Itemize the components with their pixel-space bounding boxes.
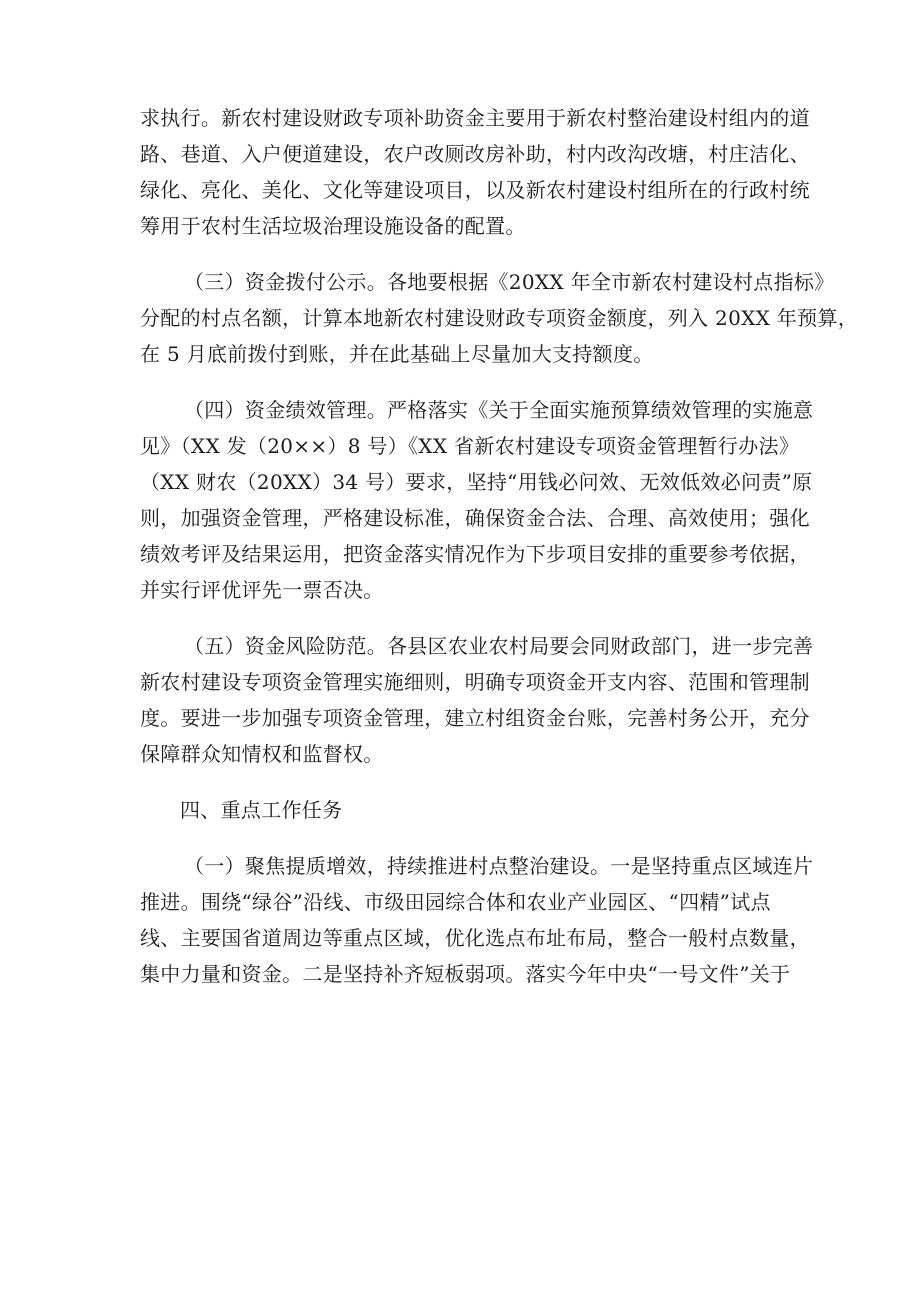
document-body (140, 100, 859, 1012)
text-line: （XX 财农（20XX）34 号）要求，坚持“用钱必问效、无效低效必问责”原 (140, 470, 813, 494)
text-line: （三）资金拨付公示。各地要根据《20XX 年全市新农村建设村点指标》 (184, 270, 835, 294)
text-line: 则，加强资金管理，严格建设标准，确保资金合法、合理、高效使用；强化 (140, 506, 810, 530)
paragraph-performance-management (140, 392, 814, 608)
text-line: 推进。围绕“绿谷”沿线、市级田园综合体和农业产业园区、“四精”试点 (140, 890, 771, 914)
text-line: 求执行。新农村建设财政专项补助资金主要用于新农村整治建设村组内的道 (140, 106, 810, 130)
text-line: （五）资金风险防范。各县区农业农村局要会同财政部门，进一步完善 (184, 634, 814, 658)
text-line: 路、巷道、入户便道建设，农户改厕改房补助，村内改沟改塘，村庄洁化、 (140, 142, 810, 166)
paragraph-continuation (140, 100, 810, 244)
section-heading: 四、重点工作任务 (180, 798, 343, 822)
text-line: 度。要进一步加强专项资金管理，建立村组资金台账，完善村务公开，充分 (140, 706, 810, 730)
text-line: 绩效考评及结果运用，把资金落实情况作为下步项目安排的重要参考依据， (140, 542, 810, 566)
paragraph-risk-prevention (140, 628, 814, 772)
text-line: 分配的村点名额，计算本地新农村建设财政专项资金额度，列入 20XX 年预算， (140, 306, 859, 330)
text-line: 保障群众知情权和监督权。 (140, 742, 384, 766)
section-heading-key-tasks (140, 792, 800, 828)
paragraph-fund-disbursement (140, 264, 859, 372)
text-line: 绿化、亮化、美化、文化等建设项目，以及新农村建设村组所在的行政村统 (140, 178, 810, 202)
text-line: 并实行评优评先一票否决。 (140, 578, 384, 602)
paragraph-focus-quality (140, 848, 814, 992)
text-line: （四）资金绩效管理。严格落实《关于全面实施预算绩效管理的实施意 (184, 398, 814, 422)
text-line: 集中力量和资金。二是坚持补齐短板弱项。落实今年中央“一号文件”关于 (140, 962, 791, 986)
text-line: 线、主要国省道周边等重点区域，优化选点布址布局，整合一般村点数量， (140, 926, 810, 950)
text-line: 筹用于农村生活垃圾治理设施设备的配置。 (140, 214, 526, 238)
text-line: 见》（XX 发（20××）8 号）《XX 省新农村建设专项资金管理暂行办法》 (140, 434, 800, 458)
text-line: 在 5 月底前拨付到账，并在此基础上尽量加大支持额度。 (140, 342, 654, 366)
text-line: 新农村建设专项资金管理实施细则，明确专项资金开支内容、范围和管理制 (140, 670, 810, 694)
text-line: （一）聚焦提质增效，持续推进村点整治建设。一是坚持重点区域连片 (184, 854, 814, 878)
